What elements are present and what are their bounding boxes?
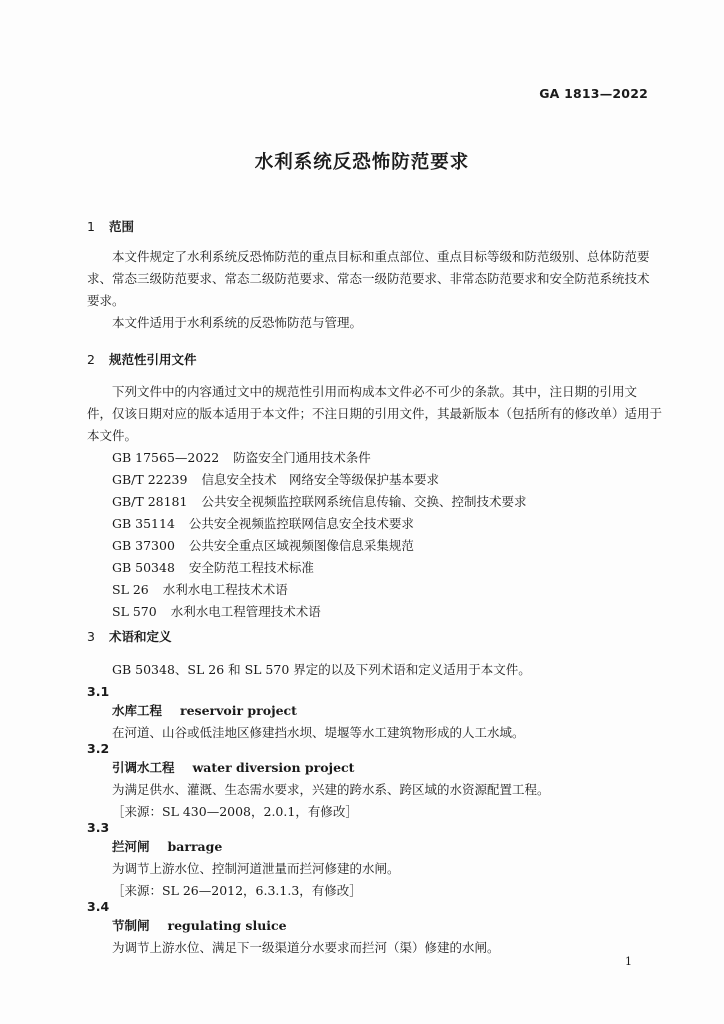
reference-title: 公共安全重点区域视频图像信息采集规范: [188, 538, 414, 553]
reference-title: 公共安全视频监控联网系统信息传输、交换、控制技术要求: [201, 494, 527, 509]
section-2-intro-line1: 下列文件中的内容通过文中的规范性引用而构成本文件必不可少的条款。其中，注日期的引用文: [112, 384, 638, 399]
section-2-heading: [87, 350, 197, 368]
term-heading: [112, 915, 287, 936]
section-2-title: 规范性引用文件: [109, 352, 197, 367]
reference-code: GB/T 28181: [112, 494, 188, 509]
term-chinese: 拦河闸: [112, 839, 150, 854]
term-english: water diversion project: [192, 760, 355, 775]
term-heading: [112, 836, 222, 857]
section-3-intro: GB 50348、SL 26 和 SL 570 界定的以及下列术语和定义适用于本文件。: [112, 662, 531, 677]
reference-code: GB 50348: [112, 560, 175, 575]
reference-code: GB 37300: [112, 538, 175, 553]
term-source: ［来源：SL 430—2008，2.0.1，有修改］: [112, 804, 358, 819]
section-1-para1-line1: 本文件规定了水利系统反恐怖防范的重点目标和重点部位、重点目标等级和防范级别、总体防范要: [112, 249, 650, 264]
reference-item: [112, 601, 321, 622]
section-1-title: 范围: [109, 219, 135, 234]
reference-item: [112, 535, 414, 556]
section-1-number: 1: [87, 219, 95, 234]
section-3-number: 3: [87, 629, 95, 644]
section-1-heading: [87, 217, 134, 235]
document-title: 水利系统反恐怖防范要求: [254, 152, 470, 173]
reference-code: SL 26: [112, 582, 149, 597]
term-definition: 为调节上游水位、满足下一级渠道分水要求而拦河（渠）修建的水闸。: [112, 940, 500, 955]
reference-title: 公共安全视频监控联网信息安全技术要求: [188, 516, 414, 531]
reference-title: 防盗安全门通用技术条件: [233, 450, 371, 465]
section-2-number: 2: [87, 352, 95, 367]
term-definition: 在河道、山谷或低洼地区修建挡水坝、堤堰等水工建筑物形成的人工水域。: [112, 725, 525, 740]
section-1-para1-line2: 求、常态三级防范要求、常态二级防范要求、常态一级防范要求、非常态防范要求和安全防范系统技术: [87, 271, 650, 286]
term-heading: [112, 700, 297, 721]
term-chinese: 节制闸: [112, 918, 150, 933]
term-english: regulating sluice: [167, 918, 287, 933]
section-3-title: 术语和定义: [109, 629, 172, 644]
term-number: 3.2: [87, 741, 110, 756]
section-3-heading: [87, 627, 172, 645]
term-english: barrage: [167, 839, 223, 854]
reference-title: 水利水电工程技术术语: [162, 582, 288, 597]
reference-code: GB 17565—2022: [112, 450, 220, 465]
term-definition: 为调节上游水位、控制河道泄量而拦河修建的水闸。: [112, 861, 400, 876]
reference-code: SL 570: [112, 604, 157, 619]
reference-item: [112, 579, 288, 600]
reference-item: [112, 447, 371, 468]
term-number: 3.1: [87, 684, 110, 699]
term-definition: 为满足供水、灌溉、生态需水要求，兴建的跨水系、跨区域的水资源配置工程。: [112, 782, 550, 797]
reference-item: [112, 491, 526, 512]
section-1-para1-line3: 要求。: [87, 293, 125, 308]
reference-code: GB 35114: [112, 516, 175, 531]
term-heading: [112, 757, 354, 778]
section-2-intro-line2: 件，仅该日期对应的版本适用于本文件；不注日期的引用文件，其最新版本（包括所有的修改单）适用于: [87, 406, 663, 421]
section-2-intro-line3: 本文件。: [87, 428, 138, 443]
page-number: 1: [625, 955, 632, 968]
reference-item: [112, 557, 314, 578]
reference-title: 信息安全技术 网络安全等级保护基本要求: [201, 472, 439, 487]
reference-item: [112, 469, 439, 490]
term-number: 3.4: [87, 899, 110, 914]
reference-code: GB/T 22239: [112, 472, 188, 487]
term-source: ［来源：SL 26—2012，6.3.1.3，有修改］: [112, 883, 362, 898]
term-english: reservoir project: [180, 703, 297, 718]
reference-title: 安全防范工程技术标准: [188, 560, 314, 575]
standard-code: GA 1813—2022: [539, 86, 648, 101]
reference-title: 水利水电工程管理技术术语: [170, 604, 321, 619]
term-number: 3.3: [87, 820, 110, 835]
term-chinese: 水库工程: [112, 703, 163, 718]
term-chinese: 引调水工程: [112, 760, 175, 775]
section-1-para2: 本文件适用于水利系统的反恐怖防范与管理。: [112, 315, 363, 330]
reference-item: [112, 513, 414, 534]
